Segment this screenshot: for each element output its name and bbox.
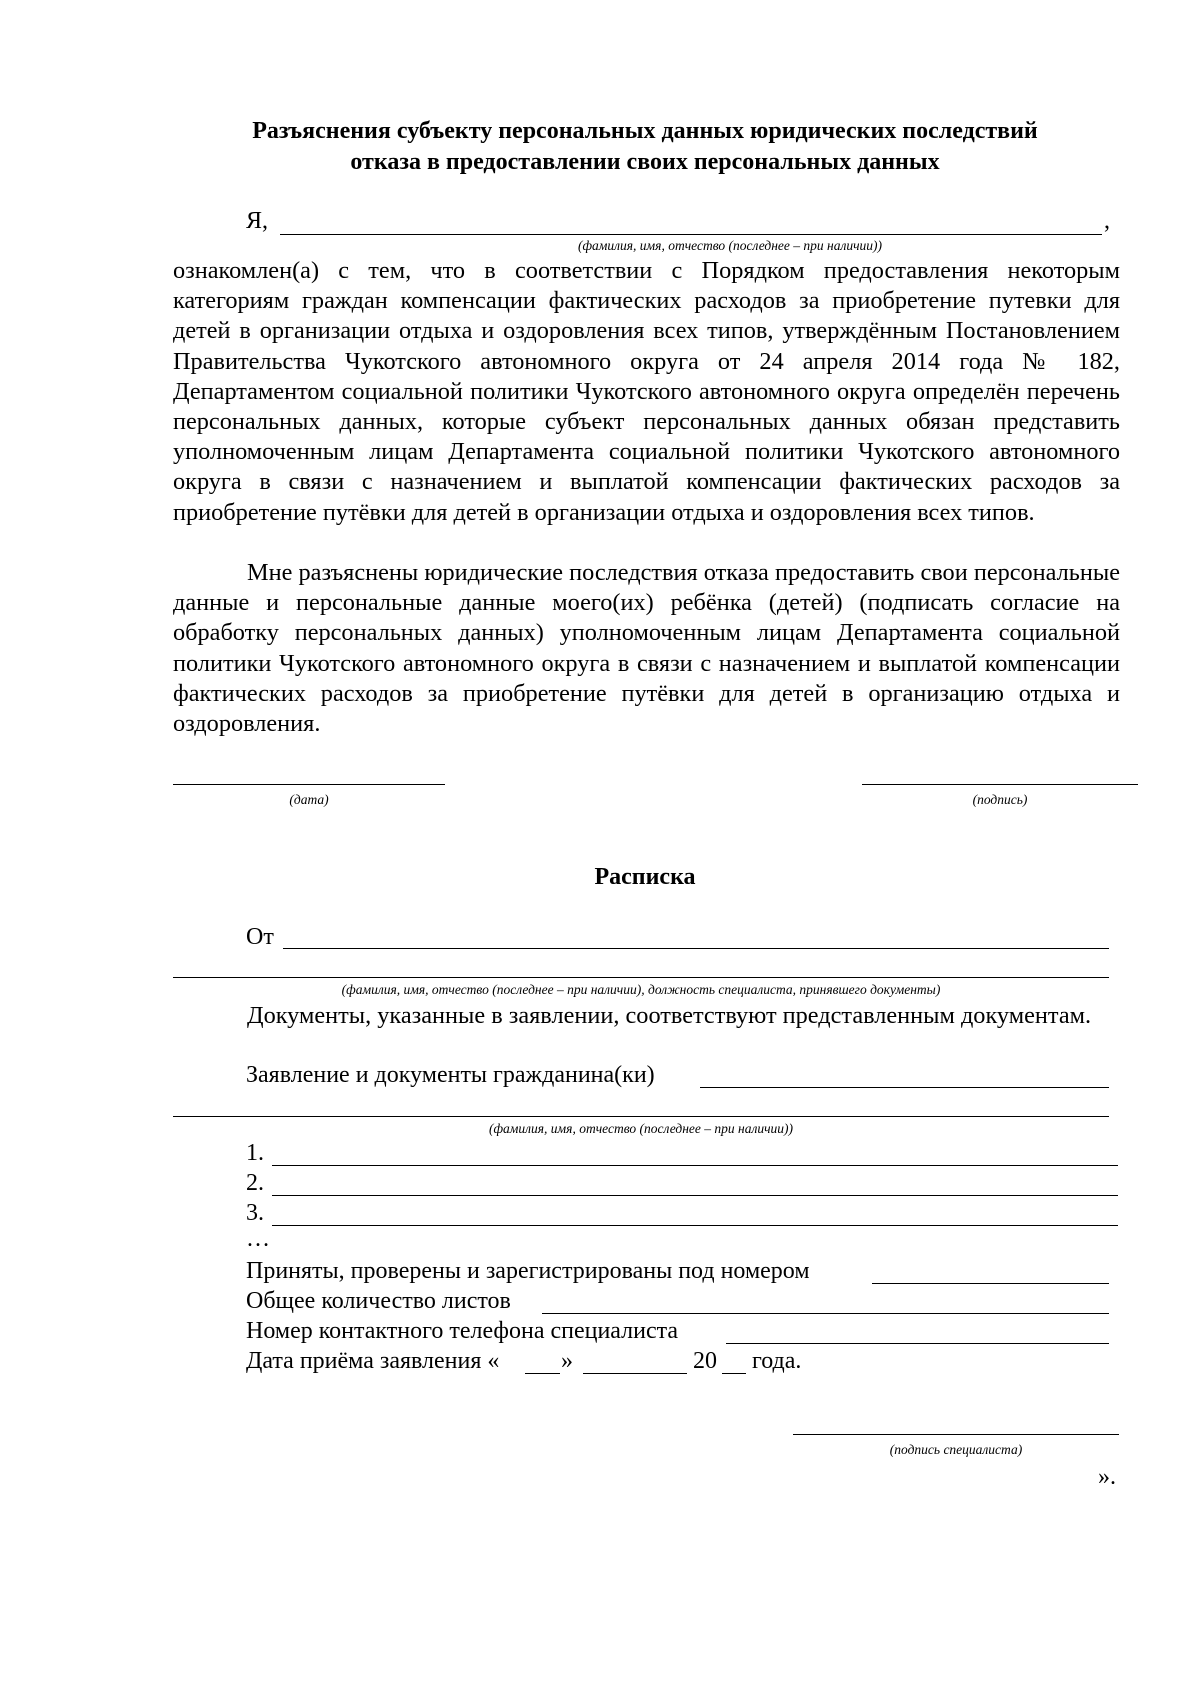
phone-line (726, 1343, 1109, 1344)
acceptance-year-line (722, 1373, 746, 1374)
specialist-signature-caption: (подпись специалиста) (889, 1442, 1023, 1457)
from-line-2 (173, 977, 1109, 978)
list-item-line (272, 1195, 1118, 1196)
list-item-number: 3. (246, 1200, 264, 1226)
list-item-number: 1. (246, 1140, 264, 1166)
acceptance-date-label: Дата приёма заявления « (246, 1348, 500, 1374)
phone-label: Номер контактного телефона специалиста (246, 1318, 679, 1344)
paragraph-acknowledgement: ознакомлен(а) с тем, что в соответствии с Порядком предоставления некоторым категориям граждан компенсации фактических расходов за приобретение путевки для детей в организации отдыха и оздоровления всех типов, утверждённым Постановлением Правительства Чукотского автономного округа от 24 апреля 2014 года № 182, Департаментом социальной политики Чукотского автономного округа определён перечень персональных данных, которые субъект персональных данных обязан представить уполномоченным лицам Департамента социальной политики Чукотского автономного округа в связи с назначением и выплатой компенсации фактических расходов за приобретение путёвки для детей в организации отдыха и оздоровления всех типов. (173, 257, 1120, 526)
fio-line (280, 234, 1102, 235)
title-line-1: Разъяснения субъекту персональных данных юридических последствий (252, 118, 1038, 144)
acceptance-quote-close: » (561, 1348, 573, 1374)
receipt-heading: Расписка (594, 864, 696, 890)
list-item-number: 2. (246, 1170, 264, 1196)
signature-line (862, 784, 1138, 785)
sheets-count-line (542, 1313, 1109, 1314)
acceptance-year-prefix: 20 (693, 1348, 717, 1374)
title-line-2: отказа в предоставлении своих персональных данных (350, 149, 940, 175)
acceptance-year-suffix: года. (752, 1348, 802, 1374)
ellipsis: … (246, 1226, 270, 1252)
application-label: Заявление и документы гражданина(ки) (246, 1062, 655, 1088)
docs-correspond-text: Документы, указанные в заявлении, соответствуют представленным документам. (247, 1002, 1092, 1029)
closing-mark: ». (1098, 1464, 1116, 1490)
citizen-caption: (фамилия, имя, отчество (последнее – при наличии)) (488, 1121, 794, 1136)
application-line (700, 1087, 1109, 1088)
paragraph-consequences: Мне разъяснены юридические последствия отказа предоставить свои персональные данные и персональные данные моего(их) ребёнка (детей) (подписать согласие на обработку персональных данных) уполномоченным лицам Департамента социальной политики Чукотского автономного округа в связи с назначением и выплатой компенсации фактических расходов за приобретение путёвки для детей в организацию отдыха и оздоровления. (173, 559, 1120, 738)
ya-comma: , (1104, 208, 1110, 234)
list-item-line (272, 1165, 1118, 1166)
date-line (173, 784, 445, 785)
ya-label: Я, (246, 208, 269, 234)
from-label: От (246, 924, 274, 950)
citizen-line (173, 1116, 1109, 1117)
signature-caption: (подпись) (972, 792, 1028, 807)
specialist-signature-line (793, 1434, 1119, 1435)
specialist-caption: (фамилия, имя, отчество (последнее – при наличии), должность специалиста, принявшего документы) (341, 982, 941, 997)
date-caption: (дата) (289, 792, 329, 807)
registered-number-line (872, 1283, 1109, 1284)
document-title (150, 116, 1140, 178)
acceptance-day-line (525, 1373, 560, 1374)
fio-caption: (фамилия, имя, отчество (последнее – при наличии)) (577, 238, 883, 253)
acceptance-month-line (583, 1373, 687, 1374)
from-line (283, 948, 1109, 949)
registered-label: Приняты, проверены и зарегистрированы под номером (246, 1258, 810, 1284)
sheets-label: Общее количество листов (246, 1288, 511, 1314)
list-item-line (272, 1225, 1118, 1226)
